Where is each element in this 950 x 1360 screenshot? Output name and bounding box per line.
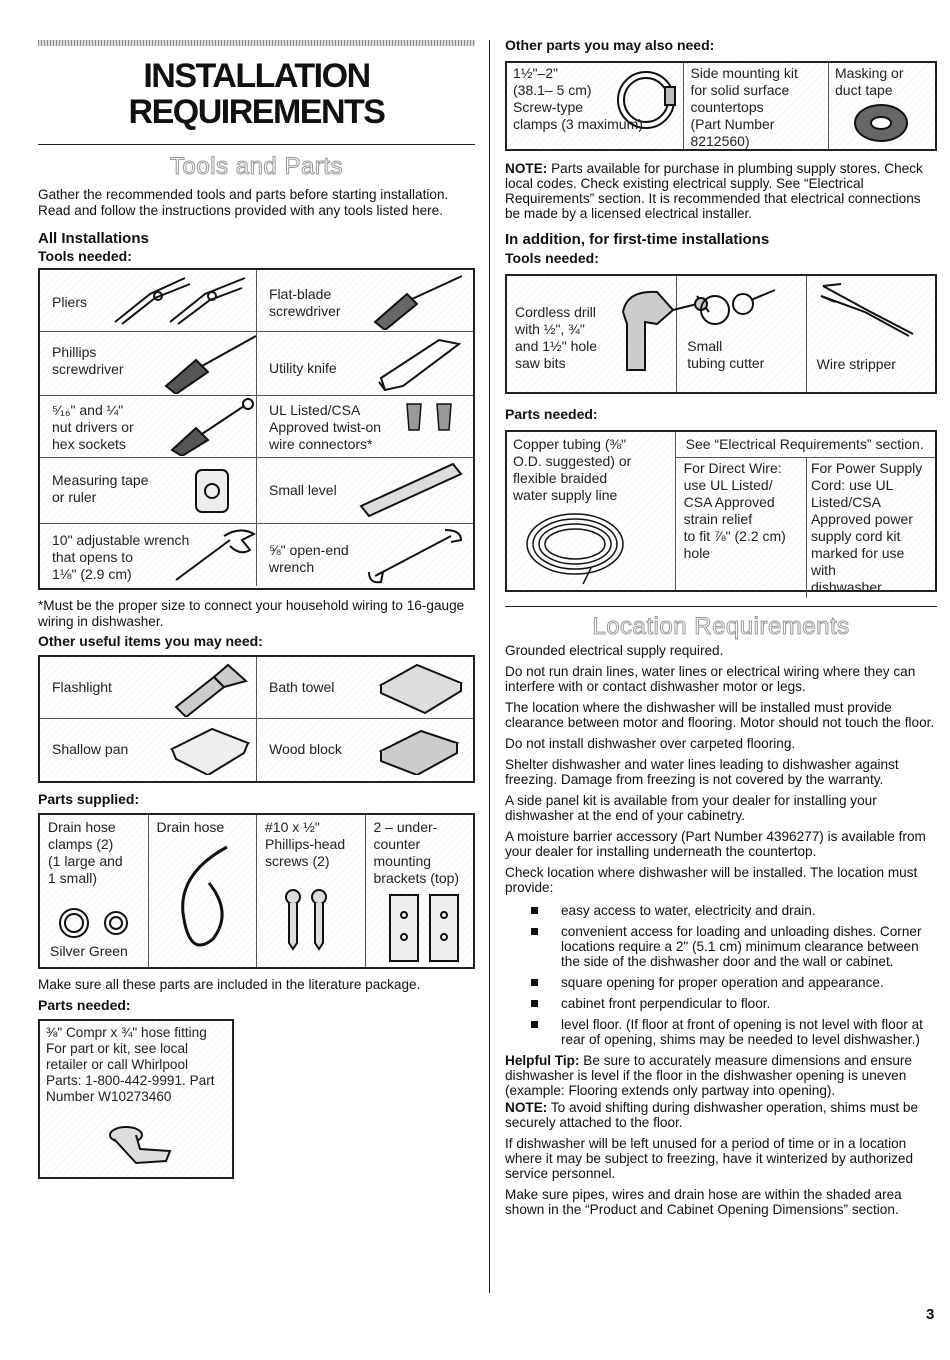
hose-fitting-box [38,1019,234,1179]
helpful-tip [505,1053,937,1098]
part-cell-copper-tubing [507,432,675,590]
location-bullet: square opening for proper operation and appearance. [505,975,937,990]
tool-cell-cordless-drill [507,276,676,392]
location-bullet: easy access to water, electricity and drain. [505,903,937,918]
first-time-tools-row [507,276,935,392]
useful-cell-flashlight [40,657,256,718]
location-bullet: cabinet front perpendicular to floor. [505,996,937,1011]
column-divider [489,40,490,1293]
tools-intro: Gather the recommended tools and parts before starting installation. Read and follow the instructions provided with any tools listed here. [38,187,449,218]
useful-cell-shallow-pan [40,719,256,781]
first-tool-label: Cordless drill with ½", ¾" and 1½" hole saw bits [515,304,598,371]
supplied-label: Drain hose clamps (2) (1 large and 1 small) [48,819,123,886]
shims-note [505,1100,937,1130]
tubing-cutter-icon [691,282,781,332]
wire-stripper-icon [817,280,917,340]
screws-icon [279,887,335,951]
top-hatch-bar [38,40,475,46]
hose-fitting-icon [106,1121,176,1171]
supplied-cell-brackets [365,815,474,967]
shims-note-text: To avoid shifting during dishwasher operation, shims must be securely attached to the floor. [505,1100,919,1130]
location-paragraph: A moisture barrier accessory (Part Number 4396277) is available from your dealer for installing underneath the countertop. [505,829,926,859]
first-tool-label: Small tubing cutter [687,338,765,371]
tool-cell-open-end-wrench [256,524,473,586]
right-column [505,37,937,1217]
location-paragraph: Do not run drain lines, water lines or electrical wiring where they can interfere with or contact dishwasher motor or legs. [505,664,916,694]
location-paragraph: Shelter dishwasher and water lines leading to dishwasher against freezing. Damage from freezing is not covered by the warranty. [505,757,899,787]
tool-cell-adjustable-wrench [40,524,256,586]
location-bullet-list [505,903,937,1047]
first-time-parts-table [505,430,937,595]
supplied-cell-drain-hose [148,815,257,967]
parts-needed-label-left: Parts needed: [38,996,131,1013]
supplied-cell-clamps [40,815,148,967]
location-heading: Location Requirements [592,613,850,640]
tools-row [40,270,473,332]
clamp-colors-caption: Silver Green [50,943,128,959]
useful-cell-wood-block [256,719,473,781]
useful-label: Flashlight [52,679,112,695]
first-time-parts-row [507,432,935,595]
tool-label: Measuring tape or ruler [52,472,149,505]
title-line-2: REQUIREMENTS [128,93,385,131]
useful-label: Wood block [269,741,342,757]
tape-roll-icon [851,101,911,145]
tool-label: Pliers [52,294,88,310]
tools-row [40,524,473,586]
left-column [38,40,475,1179]
location-bullet: level floor. (If floor at front of opening is not level with floor at rear of opening, shims may be needed to level dishwasher.) [505,1017,937,1047]
hose-fitting-cell [40,1021,232,1177]
location-paragraph: Do not install dishwasher over carpeted flooring. [505,736,796,751]
other-parts-row [507,63,935,149]
supplied-cell-screws [256,815,365,967]
electrical-options [676,458,935,598]
useful-label: Bath towel [269,679,335,695]
other-parts-table [505,61,937,151]
direct-wire-text: For Direct Wire: use UL Listed/ CSA Approved strain relief to fit ⅞" (2.2 cm) hole [676,458,807,598]
useful-items-label: Other useful items you may need: [38,633,263,649]
part-cell-electrical [675,432,935,595]
tools-row [40,332,473,396]
first-time-parts-label: Parts needed: [505,406,598,422]
other-parts-label: 1½"–2" (38.1– 5 cm) Screw-type clamps (3 maximum) [513,65,643,132]
first-time-tools-table [505,274,937,394]
tools-footnote: *Must be the proper size to connect your household wiring to 16-gauge wiring in dishwasher. [38,598,465,629]
location-rule [505,606,937,607]
helpful-tip-text: Be sure to accurately measure dimensions and ensure dishwasher is level if the floor in the dishwasher opening is uneven (example: Flooring extends only partway into opening). [505,1053,912,1098]
tool-cell-measuring-tape [40,458,256,523]
other-parts-cell-mounting-kit [683,63,828,149]
location-paragraph: Grounded electrical supply required. [505,643,724,658]
title-line-1: INSTALLATION [143,57,370,95]
brackets-icon [386,887,466,965]
useful-items-table [38,655,475,783]
tool-label: UL Listed/CSA Approved twist-on wire connectors* [269,402,382,452]
tool-label: ⁵⁄₁₆" and ¼" nut drivers or hex sockets [52,402,134,452]
electrical-header-text: See “Electrical Requirements” section. [676,432,935,458]
location-bullet: convenient access for loading and unloading dishes. Corner locations require a 2" (5.1 cm) minimum clearance between the side of the dishwasher door and the wall or cabinet. [505,924,937,969]
tool-cell-wire-connectors [256,396,473,457]
useful-label: Shallow pan [52,741,129,757]
tools-table [38,268,475,590]
hose-fitting-text: ⅜" Compr x ¾" hose fitting For part or kit, see local retailer or call Whirlpool Parts: 1-800-442-9991. Part Number W10273460 [46,1024,215,1104]
supplied-note: Make sure all these parts are included in the literature package. [38,977,421,992]
shims-note-bold: NOTE: [505,1100,548,1115]
page-title [38,58,475,130]
tool-cell-nut-drivers [40,396,256,457]
tool-label: Small level [269,482,337,498]
tools-parts-heading: Tools and Parts [170,153,343,180]
other-parts-cell-clamps [507,63,683,149]
parts-supplied-label: Parts supplied: [38,791,140,807]
tool-cell-phillips [40,332,256,395]
tool-cell-utility-knife [256,332,473,395]
tool-label: Phillips screwdriver [52,344,124,377]
useful-cell-bath-towel [256,657,473,718]
copper-tubing-text: Copper tubing (⅜" O.D. suggested) or flexible braided water supply line [513,436,632,503]
shaded-area-paragraph: Make sure pipes, wires and drain hose are within the shaded area shown in the “Product and Cabinet Opening Dimensions” section. [505,1187,902,1217]
supplied-label: Drain hose [156,819,225,835]
tool-cell-flat-screwdriver [256,270,473,331]
tool-cell-small-level [256,458,473,523]
helpful-tip-bold: Helpful Tip: [505,1053,580,1068]
page-number: 3 [926,1306,935,1323]
tool-label: ⅝" open-end wrench [269,542,349,575]
supplied-label: #10 x ½" Phillips-head screws (2) [265,819,346,869]
tool-cell-wire-stripper [806,276,935,392]
other-parts-note [505,161,937,221]
title-rule [38,144,475,145]
location-paragraph: A side panel kit is available from your dealer for installing your dishwasher at the end of your cabinetry. [505,793,877,823]
location-paragraphs [505,643,937,895]
useful-row [40,657,473,719]
tool-cell-pliers [40,270,256,331]
first-time-tools-label: Tools needed: [505,250,599,266]
tool-label: 10" adjustable wrench that opens to 1⅛" (2.9 cm) [52,532,190,582]
location-paragraph: The location where the dishwasher will be installed must provide clearance between motor and flooring. Motor should not touch the floor. [505,700,935,730]
first-tool-label: Wire stripper [816,356,896,372]
supplied-label: 2 – under- counter mounting brackets (top) [373,819,460,886]
parts-supplied-table [38,813,475,969]
hose-clamps-icon [54,903,138,941]
note-text: Parts available for purchase in plumbing supply stores. Check local codes. Check existing electrical supply. See “Electrical Requirements” section. It is recommended that electrical connections be made by a licensed electrical installer. [505,161,923,221]
winterize-paragraph: If dishwasher will be left unused for a period of time or in a location where it may be subject to freezing, have it winterized by authorized service personnel. [505,1136,914,1181]
tool-label: Flat-blade screwdriver [269,286,341,319]
other-parts-label: Side mounting kit for solid surface countertops (Part Number 8212560) [690,65,798,149]
first-time-heading: In addition, for first-time installations [505,231,770,248]
useful-row [40,719,473,781]
drain-hose-icon [169,843,239,963]
all-installations-heading: All Installations [38,230,149,247]
other-parts-label: Masking or duct tape [835,65,904,98]
note-bold: NOTE: [505,161,548,176]
other-parts-cell-tape [828,63,935,149]
copper-coil-icon [521,508,629,586]
tools-row [40,396,473,458]
location-paragraph: Check location where dishwasher will be installed. The location must provide: [505,865,918,895]
power-supply-text: For Power Supply Cord: use UL Listed/CSA Approved power supply cord kit marked for use with dishwasher [810,460,923,595]
tool-label: Utility knife [269,360,337,376]
tools-row [40,458,473,524]
supplied-row [40,815,473,967]
tools-needed-label: Tools needed: [38,248,132,264]
other-parts-label: Other parts you may also need: [505,37,715,53]
